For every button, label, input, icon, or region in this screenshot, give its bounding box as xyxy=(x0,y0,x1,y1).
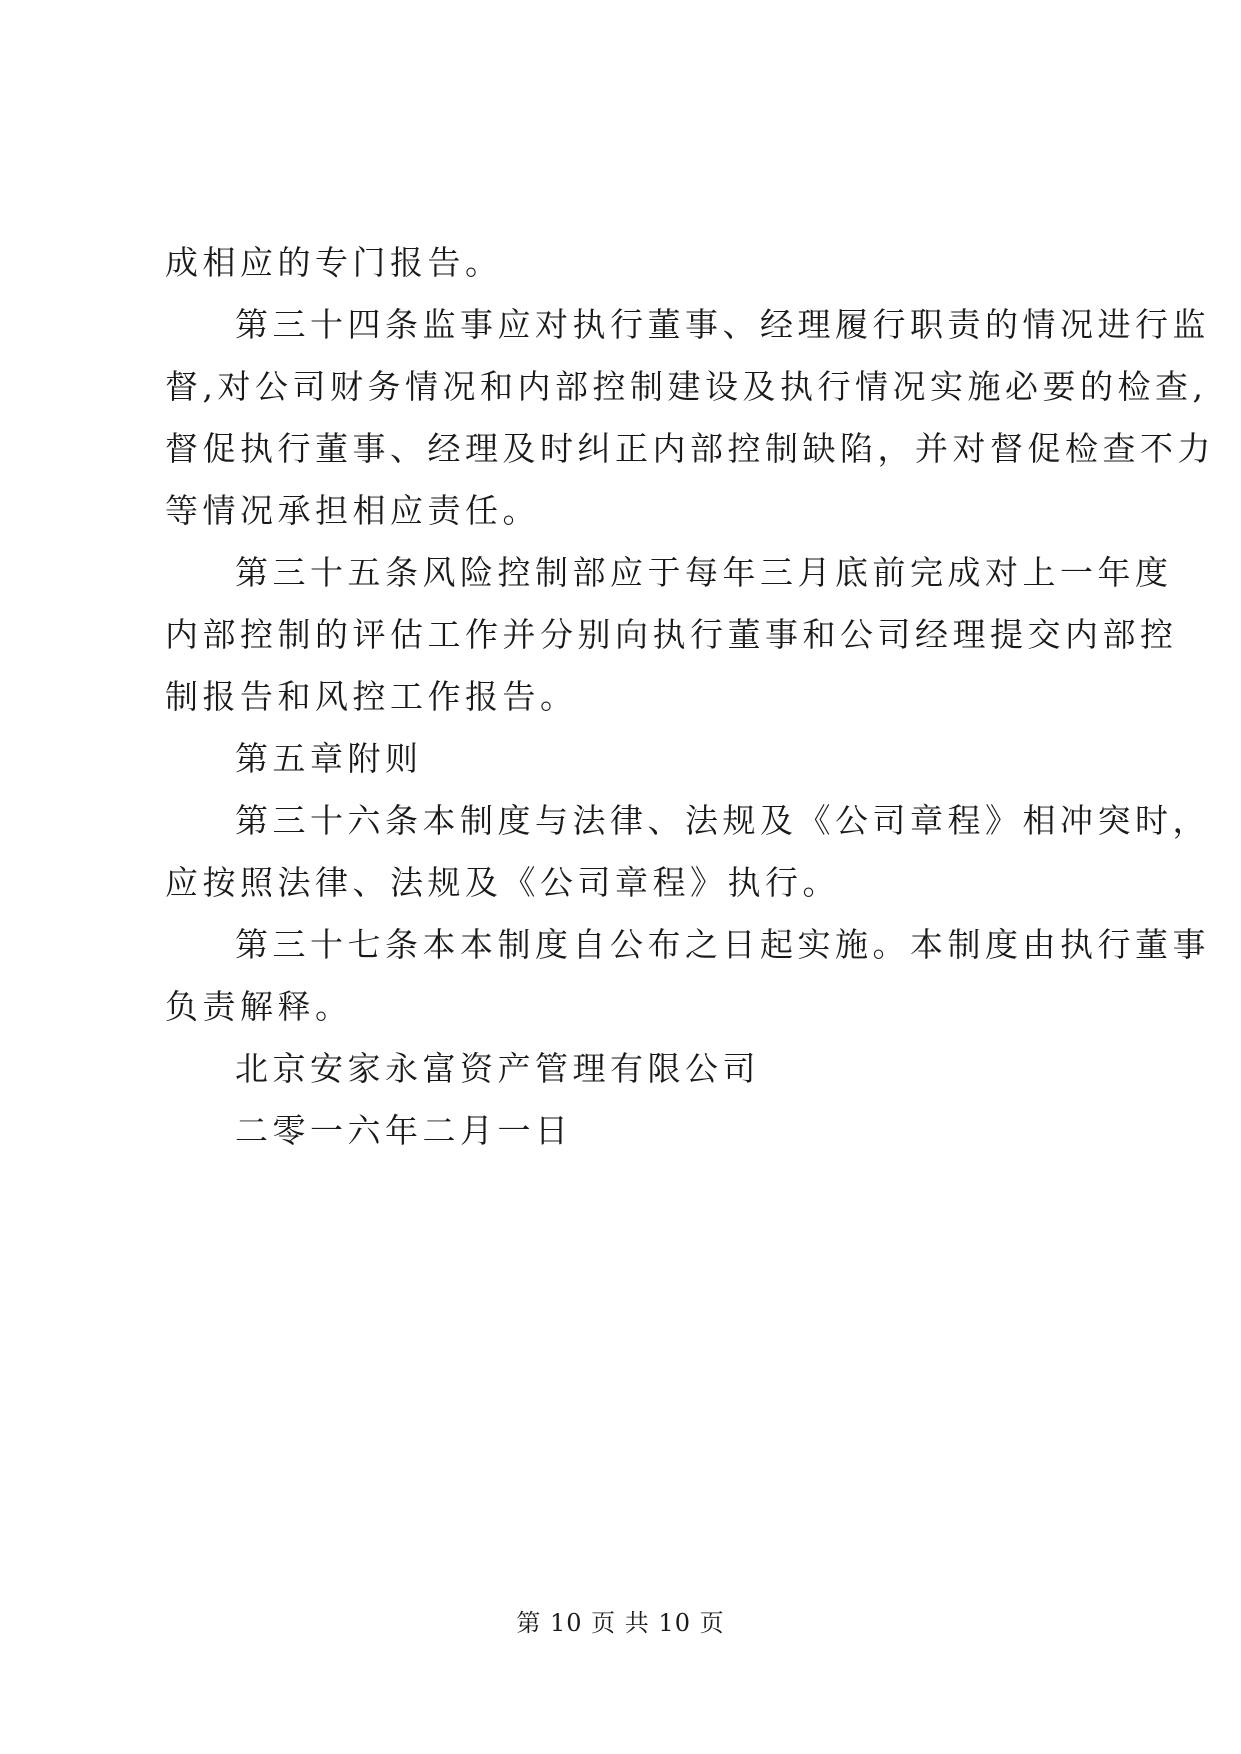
text-line: 负责解释。 xyxy=(165,987,353,1026)
text-line: 督,对公司财务情况和内部控制建设及执行情况实施必要的检查, xyxy=(165,367,1208,406)
document-body xyxy=(165,232,1215,1162)
document-date: 二零一六年二月一日 xyxy=(235,1111,573,1150)
text-line: 制报告和风控工作报告。 xyxy=(165,677,578,716)
text-line: 内部控制的评估工作并分别向执行董事和公司经理提交内部控 xyxy=(165,615,1178,654)
text-line: 应按照法律、法规及《公司章程》执行。 xyxy=(165,863,840,902)
text-line: 等情况承担相应责任。 xyxy=(165,491,540,530)
company-name: 北京安家永富资产管理有限公司 xyxy=(235,1049,760,1088)
page-number: 第 10 页 共 10 页 xyxy=(516,1609,725,1637)
page-footer xyxy=(0,1606,1241,1640)
text-line: 成相应的专门报告。 xyxy=(165,243,503,282)
text-line: 第三十四条监事应对执行董事、经理履行职责的情况进行监 xyxy=(235,305,1210,344)
text-line: 督促执行董事、经理及时纠正内部控制缺陷，并对督促检查不力 xyxy=(165,429,1215,468)
text-line: 第三十五条风险控制部应于每年三月底前完成对上一年度 xyxy=(235,553,1173,592)
chapter-heading: 第五章附则 xyxy=(235,739,423,778)
text-line: 第三十七条本本制度自公布之日起实施。本制度由执行董事 xyxy=(235,925,1210,964)
text-line: 第三十六条本制度与法律、法规及《公司章程》相冲突时， xyxy=(235,801,1210,840)
